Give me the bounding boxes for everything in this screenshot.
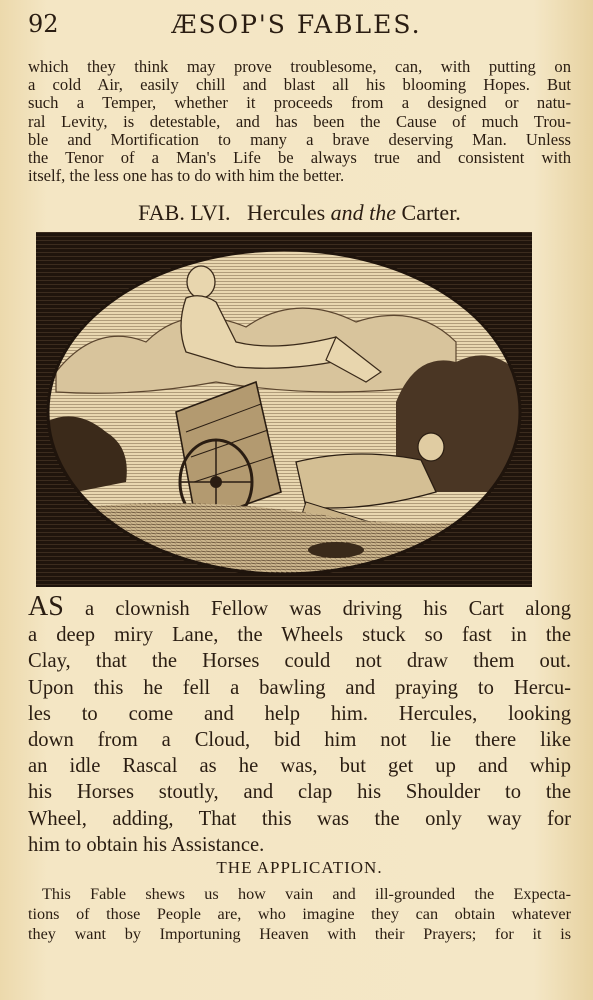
hat-on-ground (308, 542, 364, 558)
page-header (28, 8, 565, 42)
woodcut-illustration (36, 232, 532, 587)
text-line: they want by Importuning Heaven with their Prayers; for it is (28, 925, 571, 943)
woodcut-svg (36, 232, 532, 587)
fable-name-hercules: Hercules (246, 200, 326, 225)
text-line: his Horses stoutly, and clap his Shoulder to the (28, 781, 571, 804)
first-line-text: a clownish Fellow was driving his Cart along (63, 598, 571, 620)
application-paragraph (28, 884, 571, 944)
text-line: the Tenor of a Man's Life be always true and consistent with (28, 148, 571, 168)
text-line: such a Temper, whether it proceeds from a designed or natu- (28, 93, 571, 113)
fable-name-connector: and the (330, 200, 397, 225)
fable-story (28, 591, 571, 858)
fable-number: FAB. LVI. (138, 200, 231, 225)
text-line: him to obtain his Assistance. (28, 833, 265, 856)
application-heading: THE APPLICATION. (216, 858, 383, 877)
text-line: ble and Mortification to many a brave deserving Man. Unless (28, 129, 571, 149)
text-line: les to come and help him. Hercules, looking (28, 702, 571, 725)
text-line: down from a Cloud, bid him not lie there like (28, 729, 571, 752)
previous-fable-paragraph (28, 58, 571, 185)
text-line: ral Levity, is detestable, and has been the Cause of much Trou- (28, 111, 571, 131)
page-number: 92 (28, 10, 59, 38)
text-line: itself, the less one has to do with him the better. (28, 166, 345, 186)
text-line: an idle Rascal as he was, but get up and whip (28, 755, 571, 778)
text-line: a deep miry Lane, the Wheels stuck so fast in the (28, 624, 571, 647)
fable-title (28, 200, 571, 226)
text-line: Upon this he fell a bawling and praying to Hercu- (28, 676, 571, 699)
running-title: ÆSOP'S FABLES. (171, 10, 422, 39)
drop-cap: AS (28, 591, 64, 622)
text-line: This Fable shews us how vain and ill-grounded the Expecta- (42, 885, 571, 903)
text-line: which they think may prove troublesome, can, with putting on (28, 57, 571, 76)
fable-name-carter: Carter. (401, 200, 461, 225)
text-line: tions of those People are, who imagine they can obtain whatever (28, 905, 571, 923)
text-line: a cold Air, easily chill and blast all his blooming Hopes. But (28, 75, 571, 95)
text-line: Clay, that the Horses could not draw them out. (28, 650, 571, 673)
text-line (28, 591, 571, 622)
text-line: Wheel, adding, That this was the only way for (28, 807, 571, 830)
